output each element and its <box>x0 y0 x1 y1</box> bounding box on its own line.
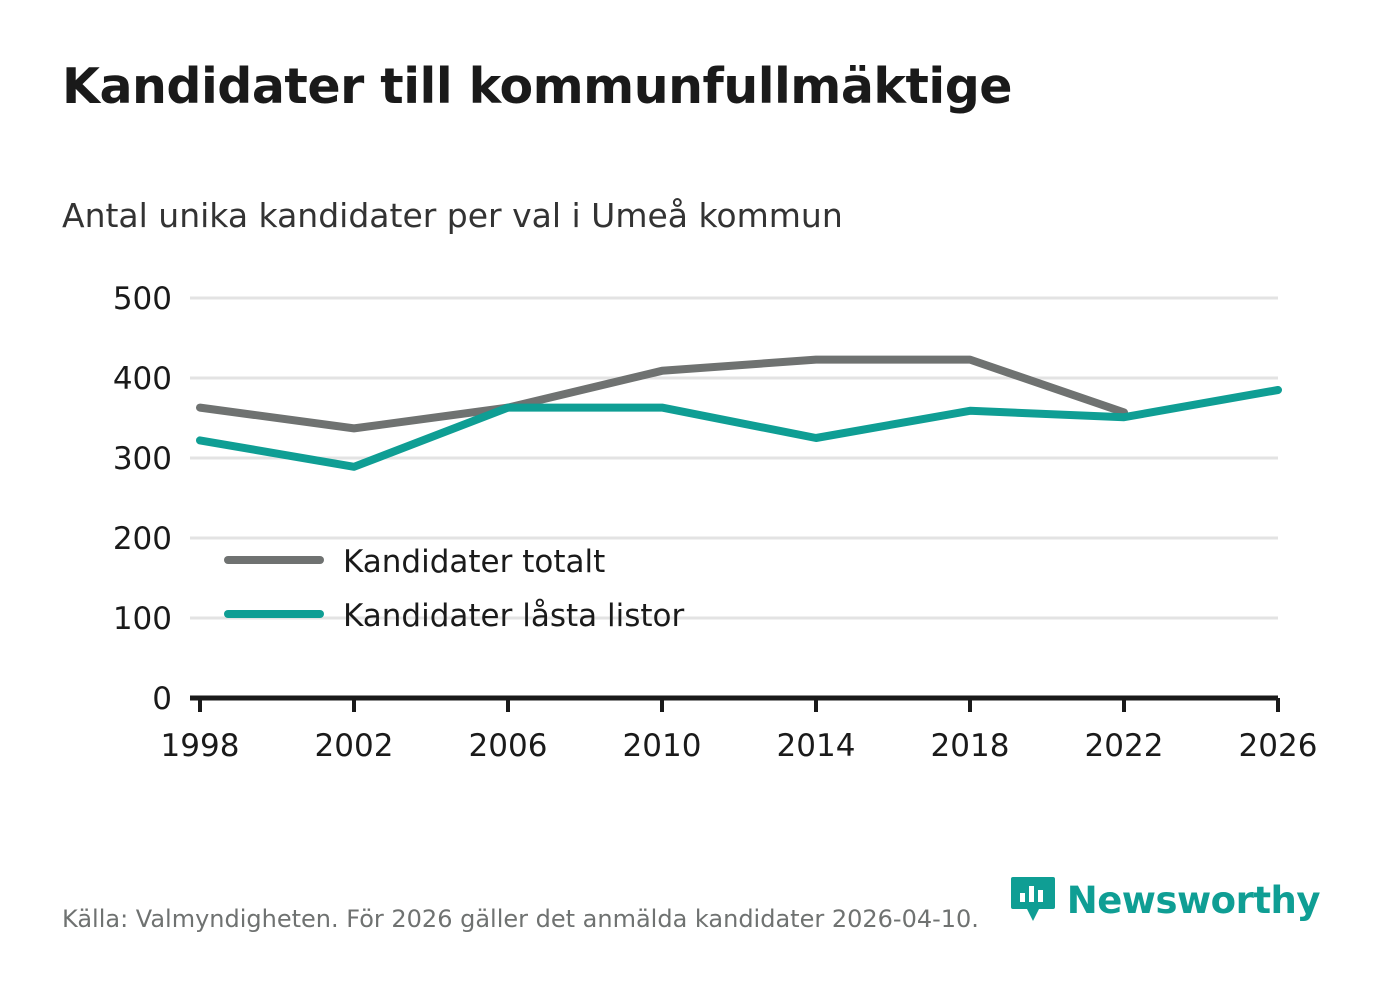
y-tick-label: 100 <box>112 601 172 637</box>
chart-svg <box>0 260 1382 780</box>
y-tick-label: 0 <box>152 681 172 717</box>
legend-item <box>228 598 684 634</box>
x-tick-label: 1998 <box>160 728 240 764</box>
x-tick-label: 2026 <box>1238 728 1318 764</box>
y-tick-label: 500 <box>112 281 172 317</box>
newsworthy-logo-text: Newsworthy <box>1066 878 1320 922</box>
legend-item <box>228 544 605 580</box>
chart-subtitle: Antal unika kandidater per val i Umeå kommun <box>62 196 843 235</box>
y-tick-label: 200 <box>112 521 172 557</box>
x-tick-label: 2022 <box>1084 728 1164 764</box>
legend-label: Kandidater låsta listor <box>343 598 685 634</box>
source-note: Källa: Valmyndigheten. För 2026 gäller det anmälda kandidater 2026-04-10. <box>62 905 979 933</box>
newsworthy-logo <box>1009 875 1320 925</box>
line-chart <box>0 260 1382 780</box>
newsworthy-logo-icon <box>1009 875 1057 925</box>
x-tick-label: 2018 <box>930 728 1010 764</box>
x-tick-label: 2014 <box>776 728 856 764</box>
series-line <box>200 360 1124 429</box>
x-tick-label: 2010 <box>622 728 702 764</box>
legend-label: Kandidater totalt <box>343 544 606 580</box>
x-tick-label: 2002 <box>314 728 394 764</box>
y-tick-label: 300 <box>112 441 172 477</box>
y-tick-label: 400 <box>112 361 172 397</box>
page-title: Kandidater till kommunfullmäktige <box>62 58 1013 115</box>
x-tick-label: 2006 <box>468 728 548 764</box>
